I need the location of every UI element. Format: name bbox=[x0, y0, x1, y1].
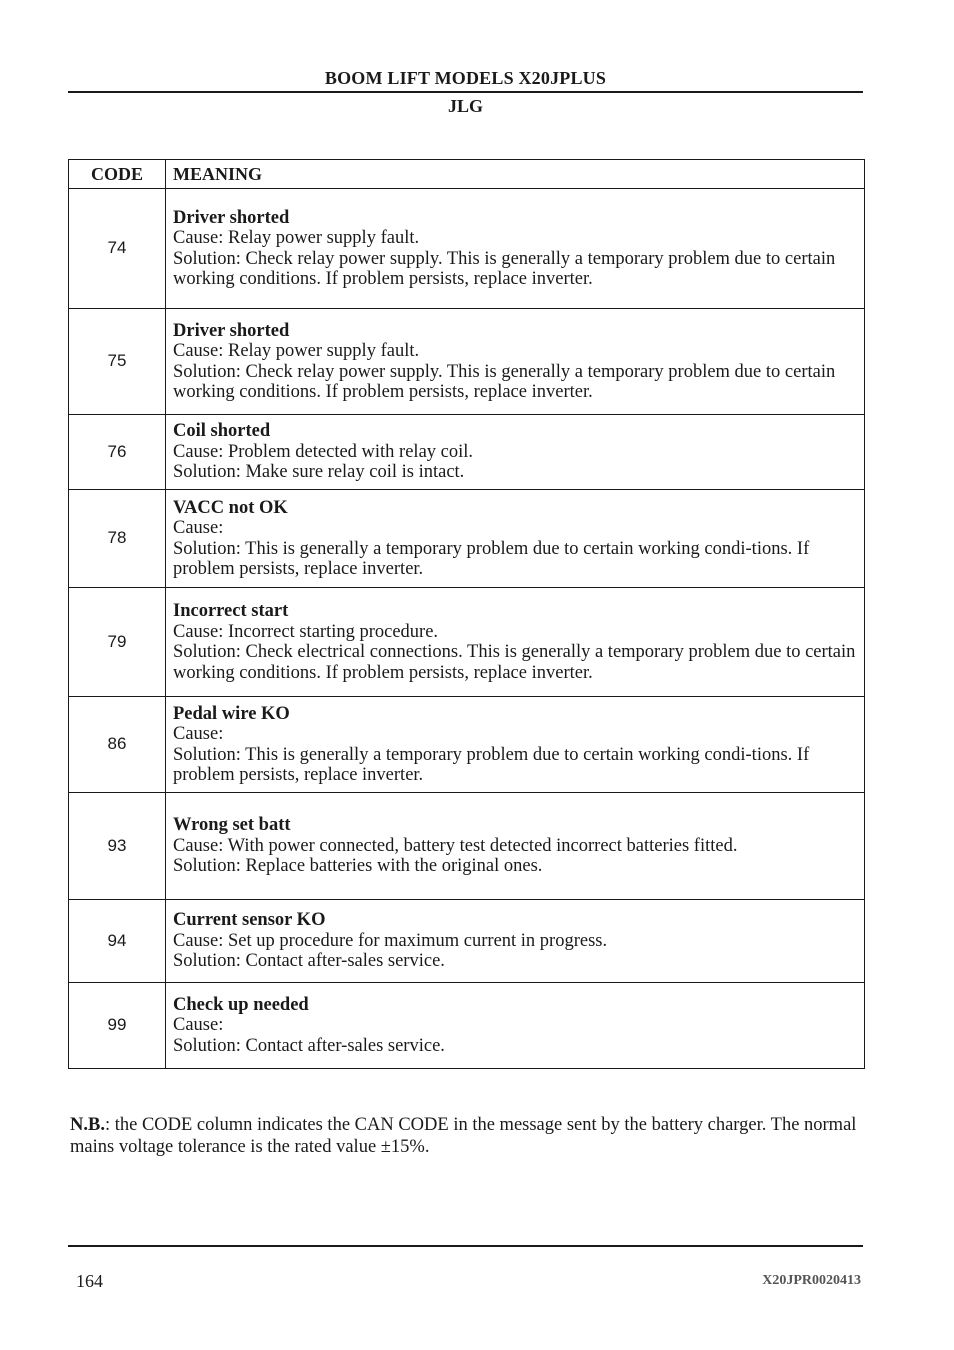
fault-code: 74 bbox=[69, 189, 166, 309]
document-code: X20JPR0020413 bbox=[762, 1273, 861, 1288]
column-header-meaning: MEANING bbox=[166, 160, 865, 189]
fault-solution: Solution: Check relay power supply. This is generally a temporary problem due to certain working conditions. If problem persists, replace inverter. bbox=[173, 248, 836, 289]
fault-cause: Cause: bbox=[173, 724, 224, 744]
fault-code: 75 bbox=[69, 309, 166, 415]
fault-title: Driver shorted bbox=[173, 207, 290, 228]
fault-code: 79 bbox=[69, 588, 166, 697]
fault-solution: Solution: Contact after-sales service. bbox=[173, 951, 445, 972]
fault-cause: Cause: Relay power supply fault. bbox=[173, 341, 420, 361]
fault-title: Wrong set batt bbox=[173, 815, 291, 836]
fault-cause: Cause: Incorrect starting procedure. bbox=[173, 621, 439, 642]
table-row bbox=[69, 415, 865, 490]
fault-solution: Solution: Make sure relay coil is intact. bbox=[173, 462, 465, 483]
fault-title: Coil shorted bbox=[173, 421, 271, 442]
fault-solution: Solution: Check electrical connections. This is generally a temporary problem due to certain working conditions. If problem persists, replace inverter. bbox=[173, 642, 856, 683]
fault-solution: Solution: Replace batteries with the original ones. bbox=[173, 856, 543, 877]
fault-meaning bbox=[166, 697, 865, 793]
table-row bbox=[69, 490, 865, 588]
fault-meaning bbox=[166, 983, 865, 1069]
fault-code: 78 bbox=[69, 490, 166, 588]
fault-cause: Cause: Problem detected with relay coil. bbox=[173, 441, 474, 462]
footnote bbox=[70, 1114, 870, 1158]
fault-meaning bbox=[166, 900, 865, 983]
table-row bbox=[69, 793, 865, 900]
footer-divider bbox=[68, 1245, 863, 1247]
fault-meaning bbox=[166, 793, 865, 900]
fault-cause: Cause: Set up procedure for maximum current in progress. bbox=[173, 930, 608, 951]
fault-title: Pedal wire KO bbox=[173, 703, 290, 724]
table-row bbox=[69, 588, 865, 697]
fault-code: 76 bbox=[69, 415, 166, 490]
fault-code: 99 bbox=[69, 983, 166, 1069]
table-row bbox=[69, 983, 865, 1069]
fault-title: Current sensor KO bbox=[173, 910, 326, 931]
fault-meaning bbox=[166, 415, 865, 490]
fault-title: Incorrect start bbox=[173, 601, 289, 621]
page-number: 164 bbox=[76, 1271, 103, 1291]
table-header-row bbox=[69, 160, 865, 189]
footnote-label: N.B. bbox=[70, 1115, 105, 1135]
fault-title: VACC not OK bbox=[173, 497, 288, 518]
column-header-code: CODE bbox=[69, 160, 166, 189]
fault-meaning bbox=[166, 490, 865, 588]
fault-meaning bbox=[166, 309, 865, 415]
fault-solution: Solution: Contact after-sales service. bbox=[173, 1035, 445, 1056]
document-subtitle: JLG bbox=[447, 96, 483, 116]
fault-cause: Cause: bbox=[173, 1015, 224, 1036]
table-row bbox=[69, 189, 865, 309]
fault-title: Check up needed bbox=[173, 994, 309, 1015]
fault-cause: Cause: bbox=[173, 518, 224, 538]
fault-code: 86 bbox=[69, 697, 166, 793]
table-row bbox=[69, 309, 865, 415]
fault-cause: Cause: Relay power supply fault. bbox=[173, 228, 420, 248]
fault-solution: Solution: Check relay power supply. This is generally a temporary problem due to certain working conditions. If problem persists, replace inverter. bbox=[173, 361, 836, 402]
fault-solution: Solution: This is generally a temporary problem due to certain working condi-tions. If problem persists, replace inverter. bbox=[173, 744, 810, 785]
fault-meaning bbox=[166, 588, 865, 697]
table-row bbox=[69, 900, 865, 983]
fault-code: 93 bbox=[69, 793, 166, 900]
fault-title: Driver shorted bbox=[173, 320, 290, 341]
fault-cause: Cause: With power connected, battery test detected incorrect batteries fitted. bbox=[173, 835, 738, 856]
fault-code-table bbox=[68, 159, 865, 1069]
table-row bbox=[69, 697, 865, 793]
document-title: BOOM LIFT MODELS X20JPLUS bbox=[324, 68, 607, 88]
fault-meaning bbox=[166, 189, 865, 309]
footnote-text: : the CODE column indicates the CAN CODE in the message sent by the battery charger. The normal mains voltage tolerance is the rated value ±15%. bbox=[70, 1115, 857, 1157]
fault-code: 94 bbox=[69, 900, 166, 983]
header-divider bbox=[68, 91, 863, 93]
fault-solution: Solution: This is generally a temporary problem due to certain working condi-tions. If problem persists, replace inverter. bbox=[173, 538, 810, 579]
